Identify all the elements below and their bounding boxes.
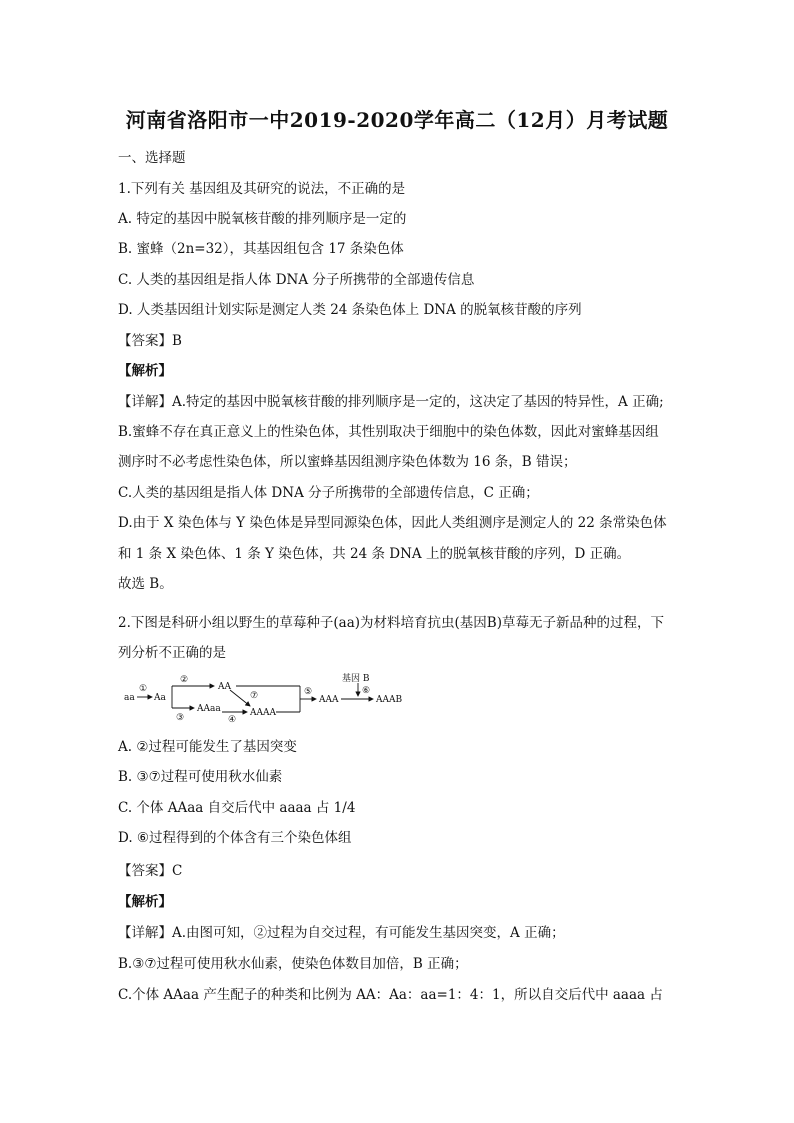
question-2-analysis-heading: 【解析】 [118,894,172,910]
genotype-AAAA: AAAA [250,708,276,718]
question-2-detail-line: C.个体 AAaa 产生配子的种类和比例为 AA：Aa：aa=1：4：1，所以自交后代中 aaaa 占 [118,987,663,1003]
gene-b-label: 基因 B [342,674,370,684]
genotype-aa: aa [124,693,135,703]
question-2-stem: 列分析不正确的是 [118,645,226,661]
page-title: 河南省洛阳市一中2019-2020学年高二（12月）月考试题 [125,108,669,132]
question-2-stem: 2.下图是科研小组以野生的草莓种子(aa)为材料培育抗虫(基因B)草莓无子新品种的过程，下 [118,615,664,631]
question-1-answer: 【答案】B [118,333,182,349]
question-1-detail-line: C.人类的基因组是指人体 DNA 分子所携带的全部遗传信息，C 正确； [118,485,539,501]
step-7-label: ⑦ [250,691,259,701]
genotype-AAAB: AAAB [376,695,403,705]
question-2-option-a: A. ②过程可能发生了基因突变 [118,739,297,755]
question-1-analysis-heading: 【解析】 [118,363,172,379]
question-1-detail-line: 和 1 条 X 染色体、1 条 Y 染色体，共 24 条 DNA 上的脱氧核苷酸的序列，D 正确。 [118,546,631,562]
question-2-option-c: C. 个体 AAaa 自交后代中 aaaa 占 1/4 [118,800,356,816]
genotype-Aa: Aa [154,693,166,703]
question-1-detail-line: B.蜜蜂不存在真正意义上的性染色体，其性别取决于细胞中的染色体数，因此对蜜蜂基因组 [118,424,659,440]
step-4-label: ④ [228,715,237,724]
step-1-label: ① [139,684,148,694]
question-1-option-d: D. 人类基因组计划实际是测定人类 24 条染色体上 DNA 的脱氧核苷酸的序列 [118,302,582,318]
genotype-AAaa: AAaa [197,704,221,714]
question-1-detail-line: 故选 B。 [118,576,173,592]
question-1-detail-line: 测序时不必考虑性染色体，所以蜜蜂基因组测序染色体数为 16 条，B 错误； [118,454,577,470]
genotype-AAA: AAA [319,695,339,705]
genotype-AA: AA [218,682,231,692]
question-2-option-b: B. ③⑦过程可使用秋水仙素 [118,769,283,785]
question-2-answer: 【答案】C [118,863,183,879]
step-3-label: ③ [176,713,185,723]
question-1-option-a: A. 特定的基因中脱氧核苷酸的排列顺序是一定的 [118,211,407,227]
question-2-detail-line: B.③⑦过程可使用秋水仙素，使染色体数目加倍，B 正确； [118,956,468,972]
section-heading: 一、选择题 [118,150,186,166]
step-2-label: ② [180,675,189,685]
step-6-label: ⑥ [362,686,371,696]
question-1-stem: 1.下列有关 基因组及其研究的说法，不正确的是 [118,181,406,197]
question-1-option-b: B. 蜜蜂（2n=32），其基因组包含 17 条染色体 [118,241,404,257]
breeding-process-diagram [122,672,412,724]
question-2-detail-line: 【详解】A.由图可知，②过程为自交过程，有可能发生基因突变，A 正确； [118,925,565,941]
question-1-option-c: C. 人类的基因组是指人体 DNA 分子所携带的全部遗传信息 [118,272,475,288]
question-1-detail-line: D.由于 X 染色体与 Y 染色体是异型同源染色体，因此人类组测序是测定人的 22 条常染色体 [118,515,667,531]
question-1-detail-line: 【详解】A.特定的基因中脱氧核苷酸的排列顺序是一定的，这决定了基因的特异性，A 正确; [118,394,664,410]
question-2-option-d: D. ⑥过程得到的个体含有三个染色体组 [118,830,352,846]
step-5-label: ⑤ [304,687,313,697]
